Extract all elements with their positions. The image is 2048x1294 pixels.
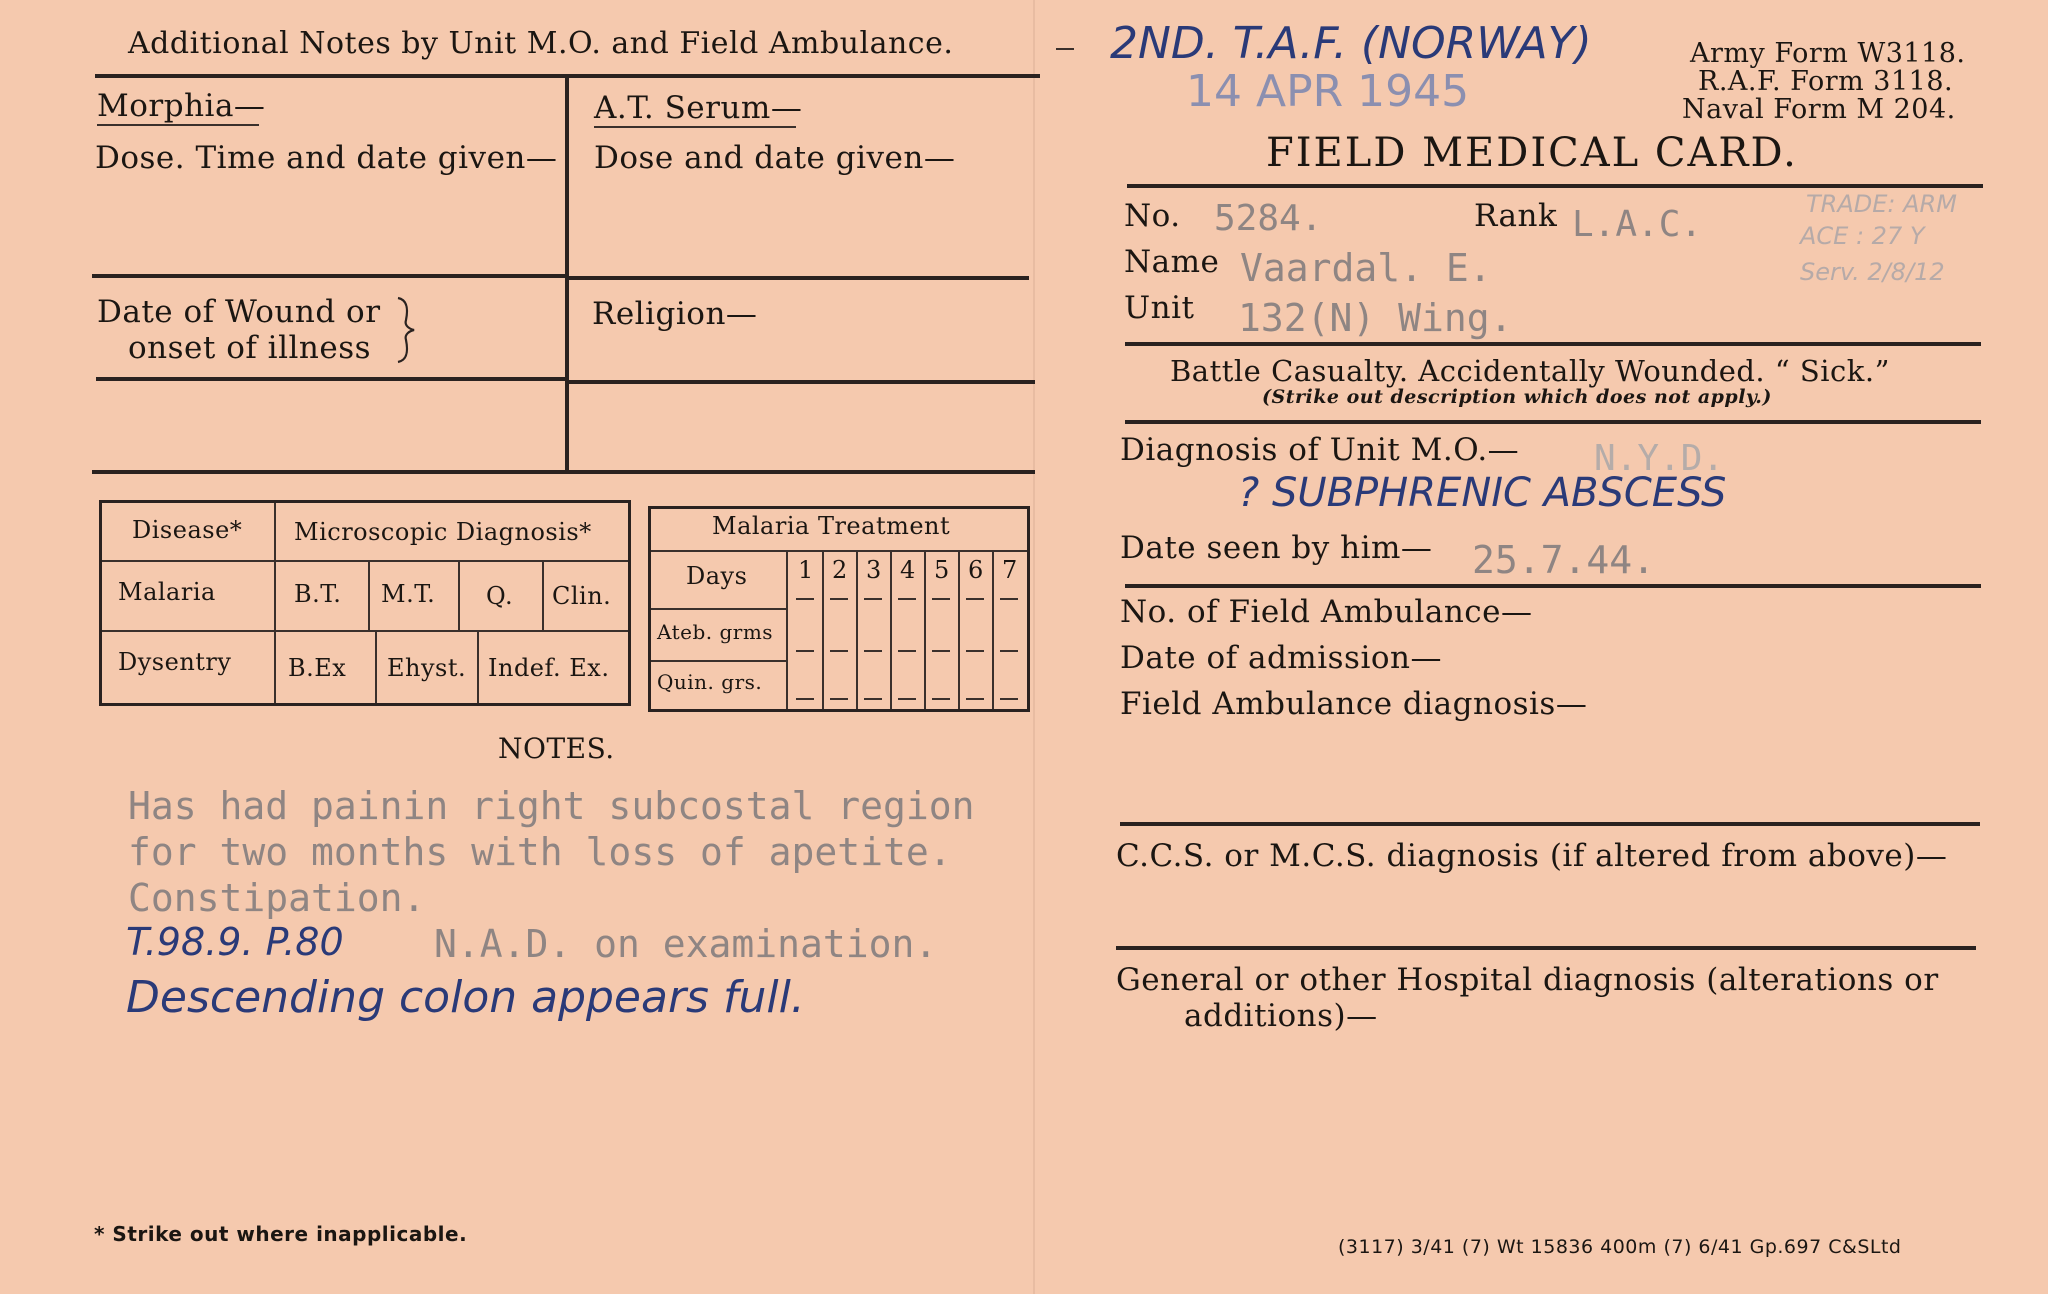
date-stamp: 14 APR 1945	[1186, 66, 1470, 117]
day-number: 3	[866, 556, 882, 584]
day-col-divider	[856, 552, 858, 709]
notes-typed-line-1: Has had painin right subcostal region	[128, 784, 975, 828]
day-cell-dash	[830, 698, 848, 700]
day-cell-dash	[932, 650, 950, 652]
form-ref-naval: Naval Form M 204.	[1682, 94, 1956, 125]
no-label: No.	[1124, 198, 1181, 234]
left-header: Additional Notes by Unit M.O. and Field Ambulance.	[128, 26, 954, 61]
quin-label: Quin. grs.	[657, 670, 763, 694]
day-cell-dash	[932, 598, 950, 600]
malaria-clin: Clin.	[552, 582, 612, 610]
dysentry-cell-divider-1	[375, 632, 377, 703]
handwritten-header: 2ND. T.A.F. (NORWAY)	[1110, 18, 1592, 69]
admission-date-label: Date of admission—	[1120, 640, 1442, 676]
day-cell-dash	[864, 598, 882, 600]
unit-label: Unit	[1124, 290, 1195, 326]
casualty-note: (Strike out description which does not apply.)	[1262, 386, 1772, 408]
day-number: 1	[798, 556, 814, 584]
day-cell-dash	[1000, 698, 1018, 700]
name-value: Vaardal. E.	[1240, 246, 1492, 290]
malaria-cell-divider-3	[542, 562, 544, 630]
pencil-dash	[1056, 48, 1074, 50]
notes-handwritten-vitals: T.98.9. P.80	[126, 920, 344, 964]
day-col-divider	[924, 552, 926, 709]
disease-row-rule	[102, 630, 628, 632]
curly-brace-icon	[394, 296, 418, 364]
day-col-divider	[992, 552, 994, 709]
form-ref-raf: R.A.F. Form 3118.	[1698, 66, 1954, 97]
left-column-divider	[565, 74, 569, 470]
pencil-note-trade: TRADE: ARM	[1806, 190, 1957, 218]
ateb-label: Ateb. grms	[657, 620, 774, 644]
date-seen-label: Date seen by him—	[1120, 530, 1433, 566]
disease-header-rule	[102, 560, 628, 562]
name-label: Name	[1124, 244, 1220, 280]
day-number: 6	[968, 556, 984, 584]
card-fold	[1033, 0, 1035, 1294]
pencil-note-age: ACE : 27 Y	[1800, 222, 1925, 250]
rule-religion-bottom	[569, 380, 1035, 384]
day-cell-dash	[796, 598, 814, 600]
malaria-days-rule	[651, 608, 786, 610]
field-ambulance-no-label: No. of Field Ambulance—	[1120, 594, 1533, 630]
notes-title: NOTES.	[498, 732, 615, 765]
day-cell-dash	[898, 650, 916, 652]
rule-morphia-bottom	[92, 274, 565, 278]
field-ambulance-diagnosis-label: Field Ambulance diagnosis—	[1120, 686, 1588, 722]
title-rule	[1127, 184, 1983, 188]
day-cell-dash	[932, 698, 950, 700]
days-label: Days	[686, 562, 748, 590]
disease-header: Disease*	[132, 516, 243, 544]
malaria-cell-divider-1	[368, 562, 370, 630]
rank-value: L.A.C.	[1572, 204, 1703, 245]
ccs-rule	[1116, 946, 1976, 950]
diagnosis-label: Diagnosis of Unit M.O.—	[1120, 432, 1520, 468]
rule-serum-bottom	[569, 276, 1029, 280]
day-number: 7	[1002, 556, 1018, 584]
malaria-row-label: Malaria	[118, 578, 216, 606]
day-cell-dash	[796, 698, 814, 700]
dysentry-ehyst: Ehyst.	[387, 654, 467, 682]
rule-section-bottom	[92, 470, 1035, 474]
rule-wound-bottom	[96, 377, 565, 381]
malaria-ateb-rule	[651, 660, 786, 662]
dysentry-bex: B.Ex	[288, 654, 347, 682]
disease-col-divider	[274, 503, 276, 703]
notes-typed-line-3: Constipation.	[128, 876, 426, 920]
day-cell-dash	[966, 598, 984, 600]
diagnosis-handwritten: ? SUBPHRENIC ABSCESS	[1238, 470, 1727, 516]
date-seen-value: 25.7.44.	[1472, 538, 1656, 582]
day-col-divider	[890, 552, 892, 709]
day-cell-dash	[864, 650, 882, 652]
day-cell-dash	[966, 650, 984, 652]
notes-handwritten-colon: Descending colon appears full.	[126, 972, 805, 1023]
day-cell-dash	[830, 598, 848, 600]
at-serum-dose-label: Dose and date given—	[594, 140, 956, 176]
day-cell-dash	[864, 698, 882, 700]
day-number: 4	[900, 556, 916, 584]
day-cell-dash	[796, 650, 814, 652]
diagnosis-typed: N.Y.D.	[1594, 438, 1725, 479]
morphia-label: Morphia—	[97, 88, 266, 124]
malaria-cell-divider-2	[458, 562, 460, 630]
date-seen-rule	[1125, 584, 1981, 588]
dysentry-indef: Indef. Ex.	[488, 654, 610, 682]
casualty-rule	[1125, 420, 1981, 424]
day-cell-dash	[898, 698, 916, 700]
onset-illness-label: onset of illness	[128, 330, 372, 366]
footnote: * Strike out where inapplicable.	[94, 1222, 468, 1246]
day-number: 5	[934, 556, 950, 584]
printer-code: (3117) 3/41 (7) Wt 15836 400m (7) 6/41 Gp.697 C&SLtd	[1338, 1236, 1902, 1258]
malaria-mt: M.T.	[381, 580, 436, 608]
rank-label: Rank	[1474, 198, 1558, 234]
day-cell-dash	[830, 650, 848, 652]
unit-value: 132(N) Wing.	[1238, 296, 1513, 340]
unit-rule	[1125, 342, 1981, 346]
malaria-q: Q.	[486, 582, 514, 610]
malaria-label-col-divider	[786, 552, 788, 709]
hospital-diagnosis-label-2: additions)—	[1184, 998, 1378, 1034]
hospital-diagnosis-label: General or other Hospital diagnosis (alterations or	[1116, 962, 1939, 998]
day-col-divider	[958, 552, 960, 709]
morphia-dose-label: Dose. Time and date given—	[95, 140, 558, 176]
ccs-diagnosis-label: C.C.S. or M.C.S. diagnosis (if altered from above)—	[1116, 838, 1948, 874]
notes-typed-nad: N.A.D. on examination.	[434, 922, 938, 966]
at-serum-underline	[594, 126, 796, 128]
no-value: 5284.	[1214, 198, 1323, 239]
religion-label: Religion—	[592, 296, 758, 332]
dysentry-cell-divider-2	[477, 632, 479, 703]
day-col-divider	[822, 552, 824, 709]
pencil-note-service: Serv. 2/8/12	[1800, 258, 1945, 286]
notes-typed-line-2: for two months with loss of apetite.	[128, 830, 952, 874]
day-number: 2	[832, 556, 848, 584]
at-serum-label: A.T. Serum—	[594, 90, 803, 126]
day-cell-dash	[1000, 650, 1018, 652]
field-ambulance-rule	[1120, 822, 1980, 826]
dysentry-row-label: Dysentry	[118, 648, 232, 676]
malaria-bt: B.T.	[294, 580, 342, 608]
morphia-underline	[97, 124, 259, 126]
card-title: FIELD MEDICAL CARD.	[1266, 130, 1798, 176]
day-cell-dash	[898, 598, 916, 600]
date-wound-label: Date of Wound or	[97, 294, 381, 330]
malaria-treatment-title: Malaria Treatment	[712, 512, 951, 540]
microscopic-header: Microscopic Diagnosis*	[294, 518, 592, 546]
day-cell-dash	[966, 698, 984, 700]
day-cell-dash	[1000, 598, 1018, 600]
form-ref-army: Army Form W3118.	[1690, 38, 1966, 69]
casualty-options: Battle Casualty. Accidentally Wounded. “ Sick.”	[1170, 354, 1890, 388]
malaria-title-rule	[651, 550, 1027, 552]
